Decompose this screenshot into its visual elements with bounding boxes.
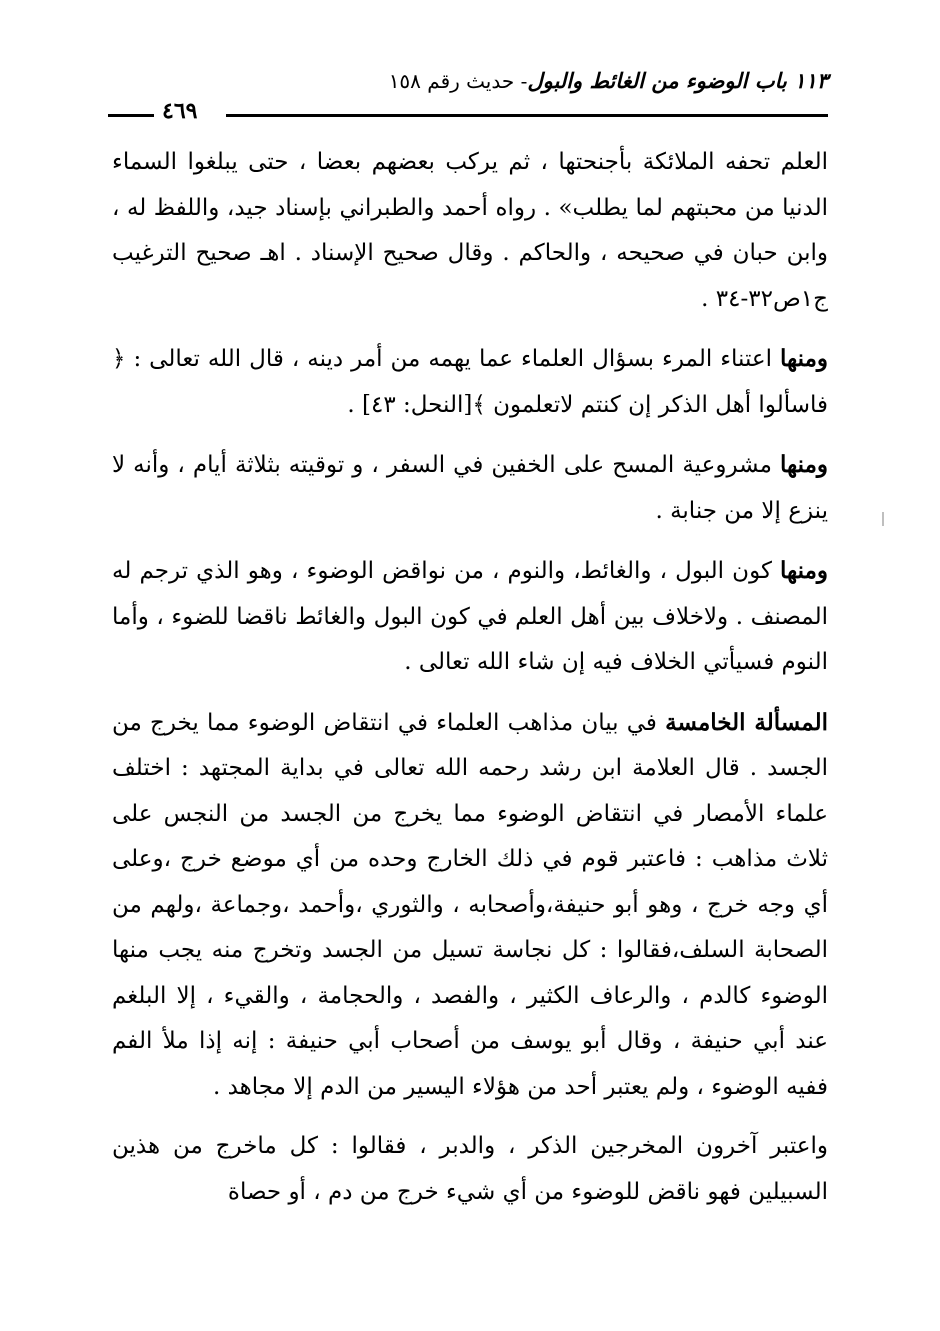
hadith-number: - حديث رقم ١٥٨ [388, 69, 528, 93]
paragraph-text: في بيان مذاهب العلماء في انتقاض الوضوء مما يخرج من الجسد . قال العلامة ابن رشد رحمه الله تعالى في بداية المجتهد : اختلف علماء الأمصار في انتقاض الوضوء مما يخرج من الجسد من النجس على ثلاث مذاهب : فاعتبر قوم في ذلك الخارج وحده من أي موضع خرج ،وعلى أي وجه خرج ، وهو أبو حنيفة،وأصحابه ، والثوري ،وأحمد ،وجماعة ،ولهم من الصحابة السلف،فقالوا : كل نجاسة تسيل من الجسد وتخرج منه يجب منها الوضوء كالدم ، والرعاف الكثير ، والفصد ، والحجامة ، والقيء ، إلا البلغم عند أبي حنيفة ، وقال أبو يوسف من أصحاب أبي حنيفة : إنه إذا ملأ الفم ففيه الوضوء ، ولم يعتبر أحد من هؤلاء اليسير من الدم إلا مجاهد . [112, 709, 828, 1100]
paragraph-text: كون البول ، والغائط، والنوم ، من نواقض الوضوء ، وهو الذي ترجم له المصنف . ولاخلاف بين أهل العلم في كون البول والغائط ناقضا للضوء ، وأما النوم فسيأتي الخلاف فيه إن شاء الله تعالى . [112, 558, 828, 675]
paragraph-text: مشروعية المسح على الخفين في السفر ، و توقيته بثلاثة أيام ، وأنه لا ينزع إلا من جنابة . [112, 452, 828, 524]
paragraph-lead: ومنها [780, 345, 828, 372]
paragraph-text: واعتبر آخرون المخرجين الذكر ، والدبر ، فقالوا : كل ماخرج من هذين السبيلين فهو ناقض للوضوء من أي شيء خرج من دم ، أو حصاة [112, 1133, 828, 1205]
paragraph-2 [112, 336, 828, 428]
paragraph-1 [112, 140, 828, 322]
margin-mark [882, 512, 884, 526]
paragraph-lead: ومنها [780, 451, 828, 478]
paragraph-lead: المسألة الخامسة [665, 708, 828, 736]
paragraph-4 [112, 548, 828, 686]
body-text [112, 140, 828, 1229]
paragraph-6 [112, 1124, 828, 1215]
paragraph-5 [112, 700, 828, 1111]
page-number: ٤٦٩ [162, 98, 198, 124]
paragraph-text: العلم تحفه الملائكة بأجنحتها ، ثم يركب بعضهم بعضا ، حتى يبلغوا السماء الدنيا من محبتهم لما يطلب» . رواه أحمد والطبراني بإسناد جيد، واللفظ له ، وابن حبان في صحيحه ، والحاكم . وقال صحيح الإسناد . اهـ صحيح الترغيب ج١ص٣٢-٣٤ . [112, 149, 828, 312]
header-rule-right [226, 114, 828, 117]
page-header [108, 64, 828, 134]
header-rule-left [108, 114, 154, 117]
chapter-title: ١١٣ باب الوضوء من الغائط والبول [527, 68, 828, 93]
paragraph-3 [112, 442, 828, 534]
paragraph-text: اعتناء المرء بسؤال العلماء عما يهمه من أمر دينه ، قال الله تعالى : ﴿ فاسألوا أهل الذكر إن كنتم لاتعلمون ﴾[النحل: ٤٣] . [112, 346, 828, 418]
paragraph-lead: ومنها [780, 557, 828, 584]
running-title [389, 68, 828, 93]
